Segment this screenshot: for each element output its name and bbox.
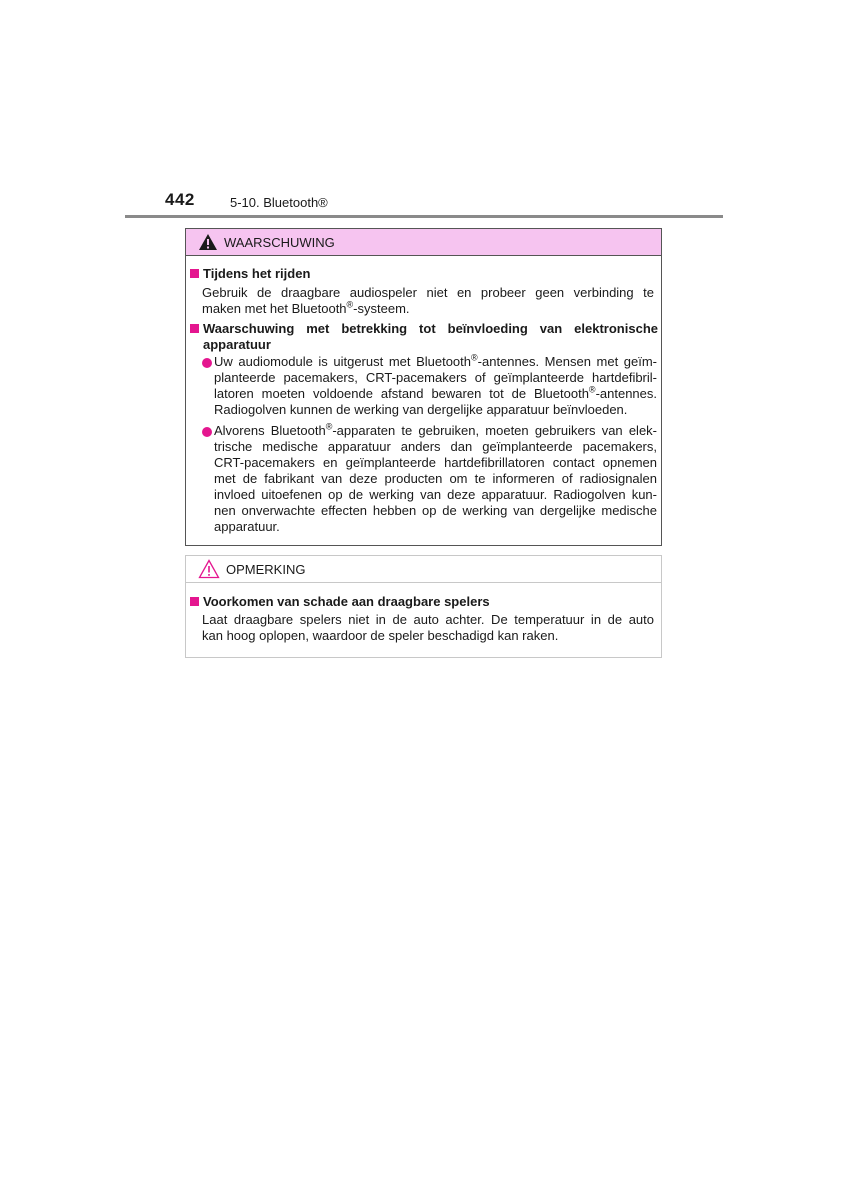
text-line: nen onverwachte effecten hebben op de werking van dergelijke medische <box>214 503 657 518</box>
warning-header <box>186 229 661 256</box>
text-line: Gebruik de draagbare audiospeler niet en probeer geen verbinding te <box>202 285 654 300</box>
circle-bullet-icon <box>202 358 212 368</box>
text-line: planteerde pacemakers, CRT-pacemakers of geïmplanteerde hartdefibril- <box>214 370 657 385</box>
note-heading <box>190 594 490 610</box>
warning-heading-driving <box>190 266 310 282</box>
text-line: met de fabrikant van deze producten om te informeren of radiosignalen <box>214 471 657 486</box>
text-line: Uw audiomodule is uitgerust met Bluetooth®-antennes. Mensen met geïm- <box>214 352 657 369</box>
warning-heading-electronics <box>190 321 658 353</box>
warning-box <box>185 228 662 546</box>
square-bullet-icon <box>190 269 199 278</box>
text-line: kan hoog oplopen, waardoor de speler beschadigd kan raken. <box>202 628 559 643</box>
text-line: Radiogolven kunnen de werking van dergelijke apparatuur beïnvloeden. <box>214 402 628 417</box>
heading-text: apparatuur <box>203 337 271 352</box>
heading-text: Voorkomen van schade aan draagbare spelers <box>203 594 490 609</box>
square-bullet-icon <box>190 324 199 333</box>
note-box <box>185 555 662 658</box>
warning-para-driving <box>202 285 654 317</box>
text-line: invloed uitoefenen op de werking van deze apparatuur. Radiogolven kun- <box>214 487 657 502</box>
bullet-text <box>214 423 657 535</box>
text-line: Alvorens Bluetooth®-apparaten te gebruiken, moeten gebruikers van elek- <box>214 421 657 438</box>
text-line: apparatuur. <box>214 519 280 534</box>
text-line: trische medische apparatuur anders dan geïmplanteerde pacemakers, <box>214 439 657 454</box>
text-line: CRT-pacemakers en geïmplanteerde hartdefibrillatoren contact opnemen <box>214 455 657 470</box>
note-header <box>186 556 661 583</box>
warning-triangle-icon <box>198 233 218 251</box>
warning-title: WAARSCHUWING <box>224 234 335 250</box>
section-title: 5-10. Bluetooth® <box>230 195 328 210</box>
note-title: OPMERKING <box>226 561 306 577</box>
circle-bullet-icon <box>202 427 212 437</box>
note-para <box>202 612 654 644</box>
caution-triangle-icon <box>198 559 220 579</box>
text-line: maken met het Bluetooth®-systeem. <box>202 299 410 316</box>
text-line: latoren moeten voldoende afstand bewaren tot de Bluetooth®-antennes. <box>214 384 657 401</box>
text-line: Laat draagbare spelers niet in de auto achter. De temperatuur in de auto <box>202 612 654 627</box>
square-bullet-icon <box>190 597 199 606</box>
heading-text: Waarschuwing met betrekking tot beïnvloeding van elektronische <box>203 321 658 336</box>
heading-text: Tijdens het rijden <box>203 266 311 281</box>
header-rule <box>125 215 723 218</box>
bullet-text <box>214 354 657 418</box>
page-number: 442 <box>165 190 195 209</box>
